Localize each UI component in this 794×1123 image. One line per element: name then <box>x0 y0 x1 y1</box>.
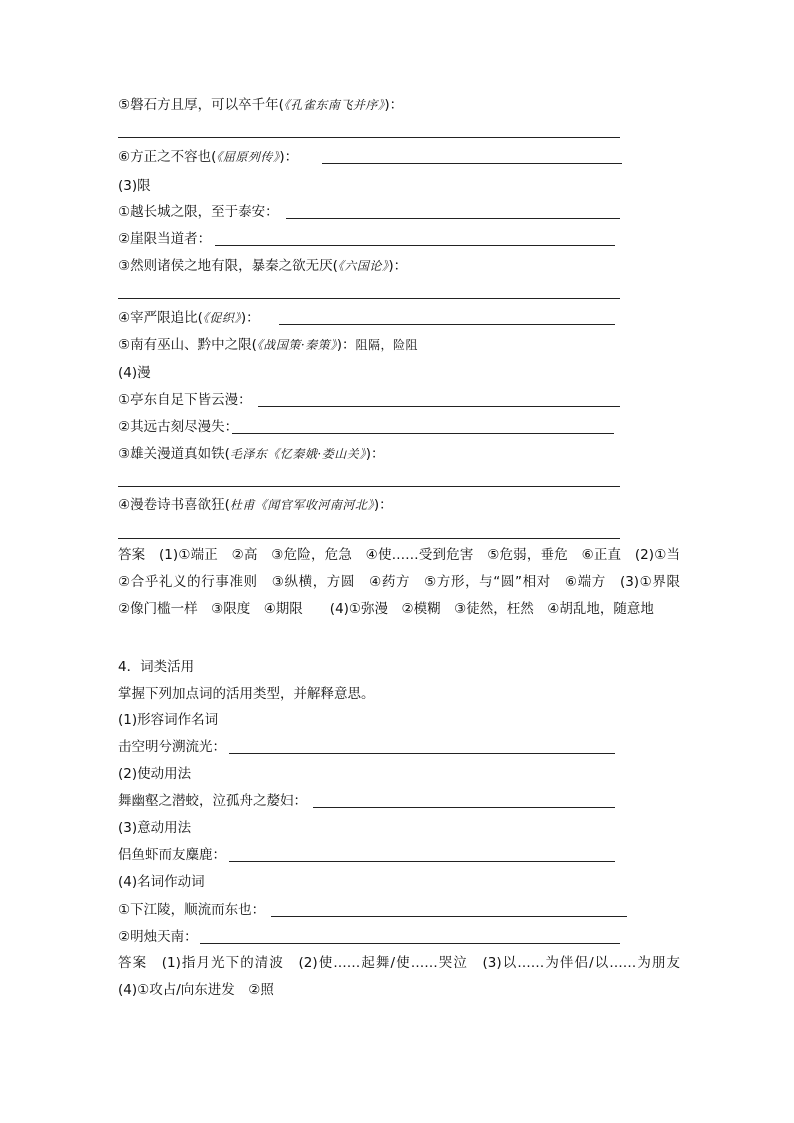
answer-blank[interactable] <box>229 753 615 754</box>
answer-blank[interactable] <box>313 807 615 808</box>
answer-blank[interactable] <box>118 538 620 539</box>
subheading-3: (3)限 <box>118 178 151 194</box>
item-3-5: ⑤南有巫山、黔中之限(《战国策·秦策》)：阻隔，险阻 <box>118 337 418 353</box>
answer-blank[interactable] <box>286 218 620 219</box>
answer-blank[interactable] <box>279 324 615 325</box>
item-3-3: ③然则诸侯之地有限，暴秦之欲无厌(《六国论》)： <box>118 258 408 274</box>
item-6: ⑥方正之不容也(《屈原列传》)： <box>118 149 299 165</box>
item-4-3: ③雄关漫道真如铁(毛泽东《忆秦娥·娄山关》)： <box>118 446 385 462</box>
item-4-4: ④漫卷诗书喜欲狂(杜甫《闻官军收河南河北》)： <box>118 497 393 513</box>
subheading-putative: (3)意动用法 <box>118 820 192 836</box>
item-3-4: ④宰严限追比(《促织》)： <box>118 310 260 326</box>
answer-blank[interactable] <box>229 861 615 862</box>
answer-blank[interactable] <box>215 245 615 246</box>
instruction: 掌握下列加点词的活用类型，并解释意思。 <box>118 686 375 702</box>
item-causative: 舞幽壑之潜蛟，泣孤舟之嫠妇： <box>118 793 307 809</box>
item-adj-noun: 击空明兮溯流光： <box>118 739 226 755</box>
answer-blank[interactable] <box>118 486 620 487</box>
answer-blank[interactable] <box>200 943 620 944</box>
item-4-1: ①亭东自足下皆云漫： <box>118 392 252 408</box>
section-heading-4: 4．词类活用 <box>118 659 195 675</box>
item-5: ⑤磐石方且厚，可以卒千年(《孔雀东南飞并序》)： <box>118 97 404 113</box>
item-noun-verb-1: ①下江陵，顺流而东也： <box>118 902 266 918</box>
answer-blank[interactable] <box>118 137 620 138</box>
subheading-4: (4)漫 <box>118 365 151 381</box>
item-putative: 侣鱼虾而友麋鹿： <box>118 847 226 863</box>
item-3-1: ①越长城之限，至于泰安： <box>118 204 279 220</box>
answer-key-2: 答案 (1)指月光下的清波 (2)使……起舞/使……哭泣 (3)以……为伴侣/以……为朋友 (4)①攻占/向东进发 ②照 <box>118 955 694 998</box>
answer-blank[interactable] <box>118 298 620 299</box>
answer-blank[interactable] <box>271 916 627 917</box>
answer-key-1: 答案 (1)①端正 ②高 ③危险，危急 ④使……受到危害 ⑤危弱，垂危 ⑥正直 (2)①当 ②合乎礼义的行事准则 ③纵横，方圆 ④药方 ⑤方形，与“圆”相对 ⑥端方 (3)①界限 ②像门槛一样 ③限度 ④期限 (4)①弥漫 ②模糊 ③徒然，枉然 ④胡乱地，随意地 <box>118 547 694 617</box>
item-4-2: ②其远古刻尽漫失： <box>118 419 239 435</box>
answer-blank[interactable] <box>258 406 620 407</box>
subheading-noun-verb: (4)名词作动词 <box>118 874 205 890</box>
subheading-causative: (2)使动用法 <box>118 766 192 782</box>
answer-blank[interactable] <box>322 163 622 164</box>
subheading-adj-noun: (1)形容词作名词 <box>118 712 219 728</box>
item-3-2: ②崖限当道者： <box>118 231 212 247</box>
answer-blank[interactable] <box>232 433 614 434</box>
item-noun-verb-2: ②明烛天南： <box>118 929 198 945</box>
